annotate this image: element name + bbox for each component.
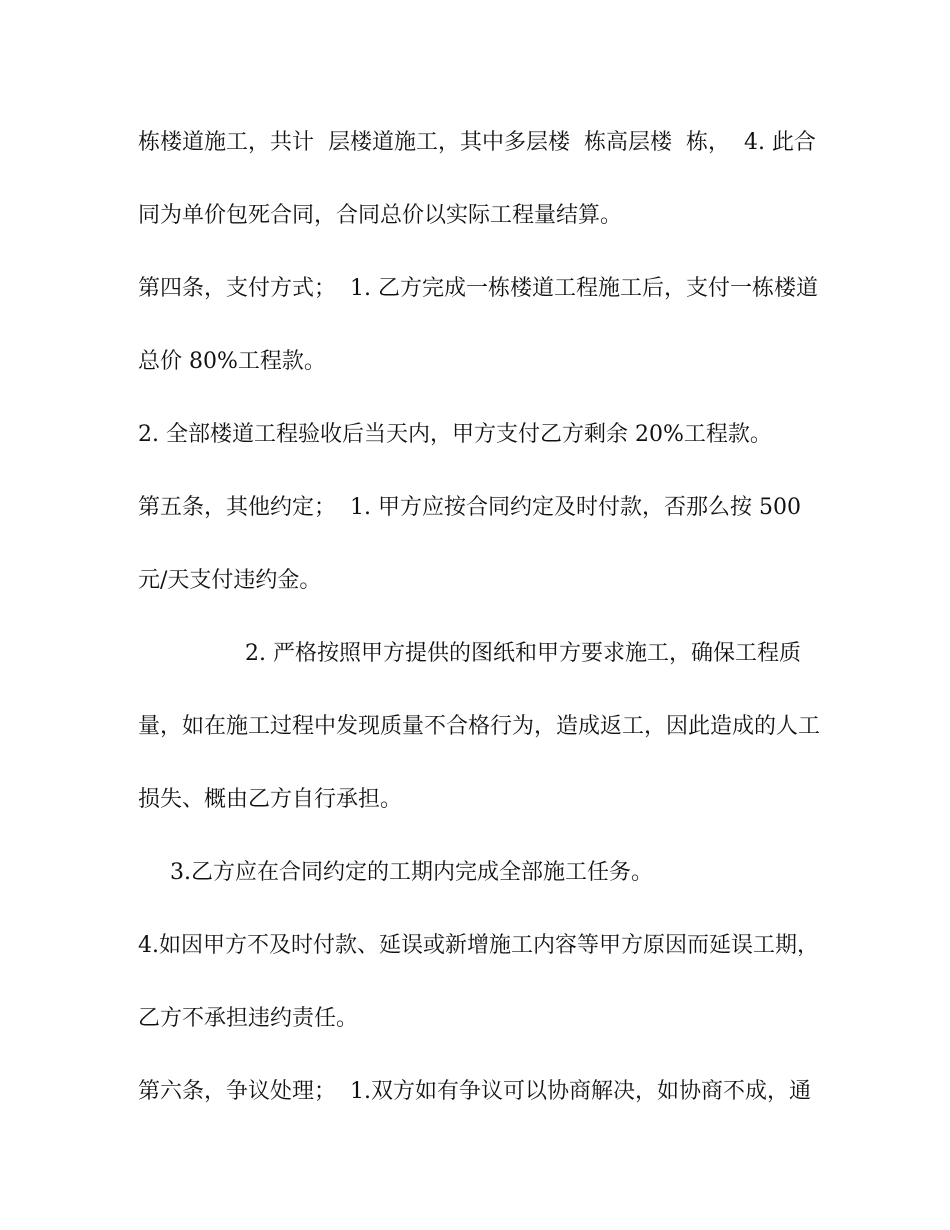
text-line-1: 栋楼道施工，共计 层楼道施工，其中多层楼 栋高层楼 栋， 4. 此合 [138, 130, 816, 155]
text-line-11: 3.乙方应在合同约定的工期内完成全部施工任务。 [170, 860, 653, 885]
text-line-14: 第六条，争议处理； 1.双方如有争议可以协商解决，如协商不成，通 [138, 1079, 811, 1104]
text-line-9: 量，如在施工过程中发现质量不合格行为，造成返工，因此造成的人工 [138, 714, 821, 739]
text-line-8: 2. 严格按照甲方提供的图纸和甲方要求施工，确保工程质 [245, 641, 801, 666]
text-line-6: 第五条，其他约定； 1. 甲方应按合同约定及时付款，否那么按 500 [138, 495, 801, 520]
text-line-4: 总价 80%工程款。 [138, 349, 326, 374]
text-line-2: 同为单价包死合同，合同总价以实际工程量结算。 [138, 203, 623, 228]
text-line-13: 乙方不承担违约责任。 [138, 1006, 359, 1031]
text-line-12: 4.如因甲方不及时付款、延误或新增施工内容等甲方原因而延误工期， [138, 933, 819, 958]
text-line-3: 第四条，支付方式； 1. 乙方完成一栋楼道工程施工后，支付一栋楼道 [138, 276, 818, 301]
text-line-10: 损失、概由乙方自行承担。 [138, 787, 403, 812]
text-line-7: 元/天支付违约金。 [138, 568, 322, 593]
text-line-5: 2. 全部楼道工程验收后当天内，甲方支付乙方剩余 20%工程款。 [138, 422, 772, 447]
